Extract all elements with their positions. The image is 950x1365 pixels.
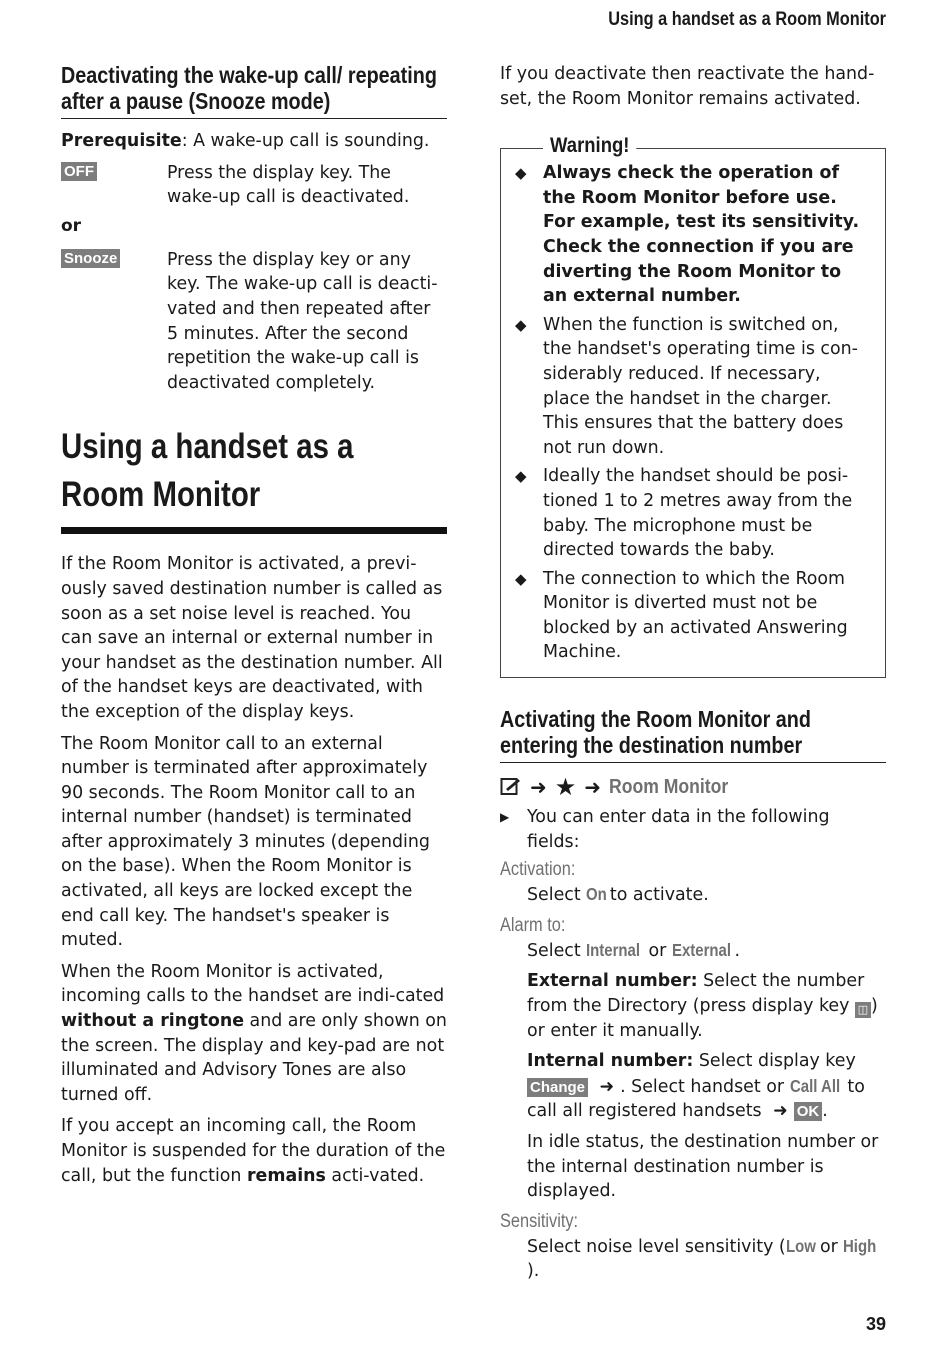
section-title-line2: Room Monitor — [61, 475, 261, 515]
room-monitor-menu-item: Room Monitor — [609, 775, 729, 798]
option-on: On — [586, 884, 607, 905]
enter-data-text: You can enter data in the following fields: — [527, 807, 830, 852]
ext-label: External number: — [527, 971, 698, 992]
diamond-bullet-icon: ◆ — [515, 164, 527, 183]
arrow-right-icon: ➜ — [599, 1076, 615, 1097]
paragraph-4 — [61, 1114, 447, 1188]
alarm-a: Select — [527, 940, 587, 961]
idle-status-text: In idle status, the destination number or the internal destination number is displayed. — [527, 1132, 879, 1202]
option-low: Low — [785, 1235, 816, 1256]
ok-key: OK — [794, 1102, 823, 1121]
p3-bold: without a ringtone — [61, 1011, 245, 1032]
arrow-right-icon: ➜ — [530, 775, 547, 800]
field-activation-label: Activation: — [500, 859, 576, 881]
p4-a: If you accept an incoming call, the Room Monitor is suspended for the duration of the call, but the function — [61, 1116, 446, 1186]
alarm-end: . — [734, 940, 741, 961]
right-column — [500, 62, 886, 1290]
snooze-text: Press the display key or any key. The wake-up call is deacti-vated and then repeated after 5 minutes. After the second repetition the wake-up call is deactivated completely. — [167, 249, 438, 393]
title-rule — [61, 527, 447, 534]
warning-item — [515, 161, 871, 309]
sensitivity-text — [500, 1234, 886, 1284]
warning-item — [515, 313, 871, 461]
arrow-right-icon: ➜ — [584, 775, 602, 800]
activation-b: to activate. — [604, 885, 709, 906]
activate-heading-wrap — [500, 706, 886, 763]
off-text: Press the display key. The wake-up call is deactivated. — [167, 162, 410, 208]
directory-book-icon: ◫ — [855, 1002, 871, 1018]
diamond-bullet-icon: ◆ — [515, 467, 527, 486]
menu-path — [500, 773, 886, 801]
or-label: or — [61, 215, 82, 236]
change-key: Change — [527, 1078, 588, 1097]
paragraph-1: If the Room Monitor is activated, a previ-ously saved destination number is called as soon as a set noise level is reached. You can save an internal or external number in your handset as the destination number. All of the handset keys are deactivated, with the exception of the display keys. — [61, 554, 443, 722]
paragraph-2: The Room Monitor call to an external number is terminated after approximately 90 seconds. The Room Monitor call to an internal number (handset) is terminated after approximately 3 minutes (depending on the base). When the Room Monitor is activated, all keys are locked except the end call key. The handset's speaker is muted. — [61, 733, 430, 951]
triangle-bullet-icon: ▶ — [500, 810, 510, 825]
section-title — [61, 423, 450, 519]
section-title-line1: Using a handset as a — [61, 427, 354, 467]
warning-title: Warning! — [543, 134, 636, 158]
snooze-heading-wrap — [61, 62, 447, 119]
running-header: Using a handset as a Room Monitor — [608, 9, 886, 30]
field-sensitivity-label: Sensitivity: — [500, 1210, 579, 1232]
sens-or: or — [814, 1236, 844, 1257]
ext-b: ) or enter it manually. — [527, 996, 878, 1041]
sens-a: Select noise level sensitivity ( — [527, 1236, 786, 1257]
option-call-all: Call All — [789, 1075, 840, 1096]
prereq-text: : A wake-up call is sounding. — [181, 131, 430, 151]
option-high: High — [843, 1235, 877, 1256]
internal-number-text — [500, 1049, 886, 1124]
p3-c: and are only shown on the screen. The display and key-pad are not illuminated and Advisory Tones are also turned off. — [61, 1011, 447, 1105]
page-number: 39 — [865, 1314, 886, 1334]
activation-a: Select — [527, 885, 587, 906]
snooze-key: Snooze — [61, 249, 120, 268]
int-label: Internal number: — [527, 1051, 694, 1072]
warning-4: The connection to which the Room Monitor is diverted must not be blocked by an activated Answering Machine. — [543, 568, 848, 663]
off-row — [61, 161, 447, 210]
warning-item — [515, 567, 871, 665]
p4-c: acti-vated. — [325, 1165, 425, 1186]
external-number-text — [500, 969, 886, 1043]
int-b: . Select handset or — [620, 1076, 790, 1097]
prerequisite — [61, 129, 447, 154]
warning-1: Always check the operation of the Room Monitor before use. For example, test its sensitivity. Check the connection if you are diverting the Room Monitor to an external number. — [543, 163, 860, 307]
p3-a: When the Room Monitor is activated, incoming calls to the handset are indi-cated — [61, 961, 445, 1007]
menu-icon — [500, 777, 522, 797]
snooze-row — [61, 248, 447, 396]
left-column — [61, 62, 447, 1195]
diamond-bullet-icon: ◆ — [515, 569, 527, 588]
ext-a: Select the number from the Directory (press display key — [527, 971, 865, 1017]
option-internal: Internal — [586, 939, 641, 960]
off-key: OFF — [61, 162, 97, 181]
sens-end: ). — [527, 1261, 540, 1282]
star-icon: ★ — [554, 773, 577, 802]
enter-data-step — [500, 805, 886, 854]
prereq-label: Prerequisite — [61, 131, 182, 151]
warning-box — [500, 134, 886, 678]
activation-text — [500, 882, 886, 908]
int-a: Select display key — [693, 1051, 856, 1072]
warning-3: Ideally the handset should be posi-tioned 1 to 2 metres away from the baby. The microphone must be directed towards the baby. — [543, 466, 853, 561]
warning-item — [515, 464, 871, 562]
paragraph-3 — [61, 960, 447, 1108]
intro-text: If you deactivate then reactivate the hand-set, the Room Monitor remains activated. — [500, 64, 875, 109]
alarm-or: or — [643, 940, 672, 961]
activate-heading: Activating the Room Monitor and entering the destination number — [500, 706, 811, 759]
alarm-text — [500, 938, 886, 964]
arrow-right-icon: ➜ — [773, 1101, 788, 1122]
option-external: External — [671, 939, 731, 960]
field-alarm-label: Alarm to: — [500, 914, 566, 936]
diamond-bullet-icon: ◆ — [515, 315, 527, 334]
int-d: . — [822, 1101, 828, 1122]
p4-bold: remains — [246, 1165, 326, 1186]
snooze-heading: Deactivating the wake-up call/ repeating after a pause (Snooze mode) — [61, 62, 437, 114]
int-c: to call all registered handsets — [527, 1076, 865, 1122]
warning-2: When the function is switched on, the handset's operating time is con-siderably reduced. If necessary, place the handset in the charger. This ensures that the battery does not run down. — [543, 314, 858, 458]
